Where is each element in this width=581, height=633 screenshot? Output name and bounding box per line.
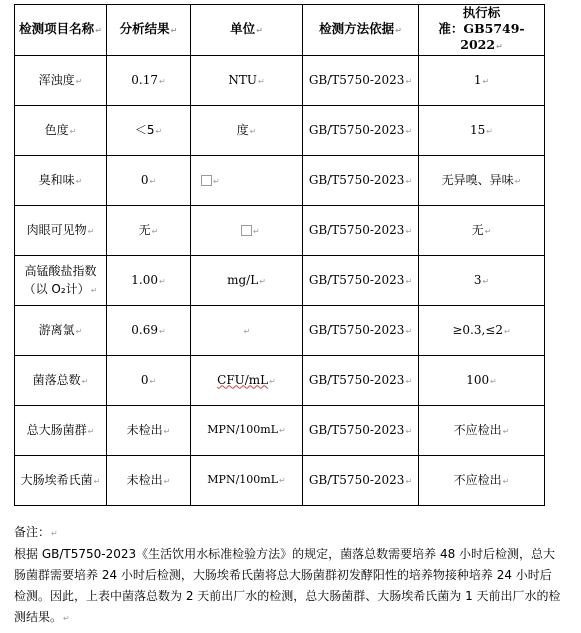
standard-cell: 不应检出↵ (419, 456, 545, 506)
result-cell: 未检出↵ (107, 456, 191, 506)
table-row (15, 206, 545, 256)
unit-cell: ↵ (191, 306, 303, 356)
table-row (15, 356, 545, 406)
standard-cell: 1↵ (419, 56, 545, 106)
empty-symbol-box (241, 225, 252, 236)
unit-cell: 度↵ (191, 106, 303, 156)
result-cell: 0.17↵ (107, 56, 191, 106)
item-name-cell: 大肠埃希氏菌↵ (15, 456, 107, 506)
table-row (15, 106, 545, 156)
method-cell: GB/T5750-2023↵ (303, 356, 419, 406)
table-row (15, 56, 545, 106)
notes-section (14, 522, 562, 629)
item-name-cell: 浑浊度↵ (15, 56, 107, 106)
standard-cell: 100↵ (419, 356, 545, 406)
header-standard: 执行标 准：GB5749-2022↵ (419, 5, 545, 56)
header-result: 分析结果↵ (107, 5, 191, 56)
unit-cell: MPN/100mL↵ (191, 406, 303, 456)
method-cell: GB/T5750-2023↵ (303, 406, 419, 456)
method-cell: GB/T5750-2023↵ (303, 256, 419, 306)
standard-cell: ≥0.3,≤2↵ (419, 306, 545, 356)
standard-cell: 无异嗅、异味↵ (419, 156, 545, 206)
result-cell: 0↵ (107, 156, 191, 206)
item-name-cell: 高锰酸盐指数 （以 O₂计）↵ (15, 256, 107, 306)
method-cell: GB/T5750-2023↵ (303, 156, 419, 206)
unit-cell: mg/L↵ (191, 256, 303, 306)
water-quality-table (14, 4, 545, 506)
result-cell: 无↵ (107, 206, 191, 256)
result-cell: 未检出↵ (107, 406, 191, 456)
method-cell: GB/T5750-2023↵ (303, 306, 419, 356)
header-method: 检测方法依据↵ (303, 5, 419, 56)
header-item-name: 检测项目名称↵ (15, 5, 107, 56)
unit-cell: CFU/mL↵ (191, 356, 303, 406)
item-name-cell: 总大肠菌群↵ (15, 406, 107, 456)
notes-body: 根据 GB/T5750-2023《生活饮用水标准检验方法》的规定，菌落总数需要培养 48 小时后检测，总大肠菌群需要培养 24 小时后检测，大肠埃希氏菌将总大肠菌群初发酵阳性的培养物接种培养 24 小时后检测。因此，上表中菌落总数为 2 天前出厂水的检测，总大肠菌群、大肠埃希氏菌为 1 天前出厂水的检测结果。↵ (14, 547, 561, 624)
method-cell: GB/T5750-2023↵ (303, 456, 419, 506)
result-cell: ＜5↵ (107, 106, 191, 156)
unit-cell: MPN/100mL↵ (191, 456, 303, 506)
item-name-cell: 色度↵ (15, 106, 107, 156)
document-page (8, 4, 569, 629)
table-row (15, 156, 545, 206)
table-row (15, 406, 545, 456)
item-name-cell: 肉眼可见物↵ (15, 206, 107, 256)
notes-label: 备注：↵ (14, 525, 58, 539)
item-name-cell: 菌落总数↵ (15, 356, 107, 406)
unit-cell: ↵ (191, 206, 303, 256)
table-row (15, 256, 545, 306)
result-cell: 0↵ (107, 356, 191, 406)
result-cell: 0.69↵ (107, 306, 191, 356)
item-name-cell: 游离氯↵ (15, 306, 107, 356)
unit-cell: ↵ (191, 156, 303, 206)
method-cell: GB/T5750-2023↵ (303, 206, 419, 256)
method-cell: GB/T5750-2023↵ (303, 106, 419, 156)
table-header-row (15, 5, 545, 56)
standard-cell: 不应检出↵ (419, 406, 545, 456)
table-row (15, 306, 545, 356)
item-name-cell: 臭和味↵ (15, 156, 107, 206)
empty-symbol-box (201, 175, 212, 186)
standard-cell: 15↵ (419, 106, 545, 156)
standard-cell: 3↵ (419, 256, 545, 306)
result-cell: 1.00↵ (107, 256, 191, 306)
header-unit: 单位↵ (191, 5, 303, 56)
table-row (15, 456, 545, 506)
standard-cell: 无↵ (419, 206, 545, 256)
method-cell: GB/T5750-2023↵ (303, 56, 419, 106)
unit-cell: NTU↵ (191, 56, 303, 106)
